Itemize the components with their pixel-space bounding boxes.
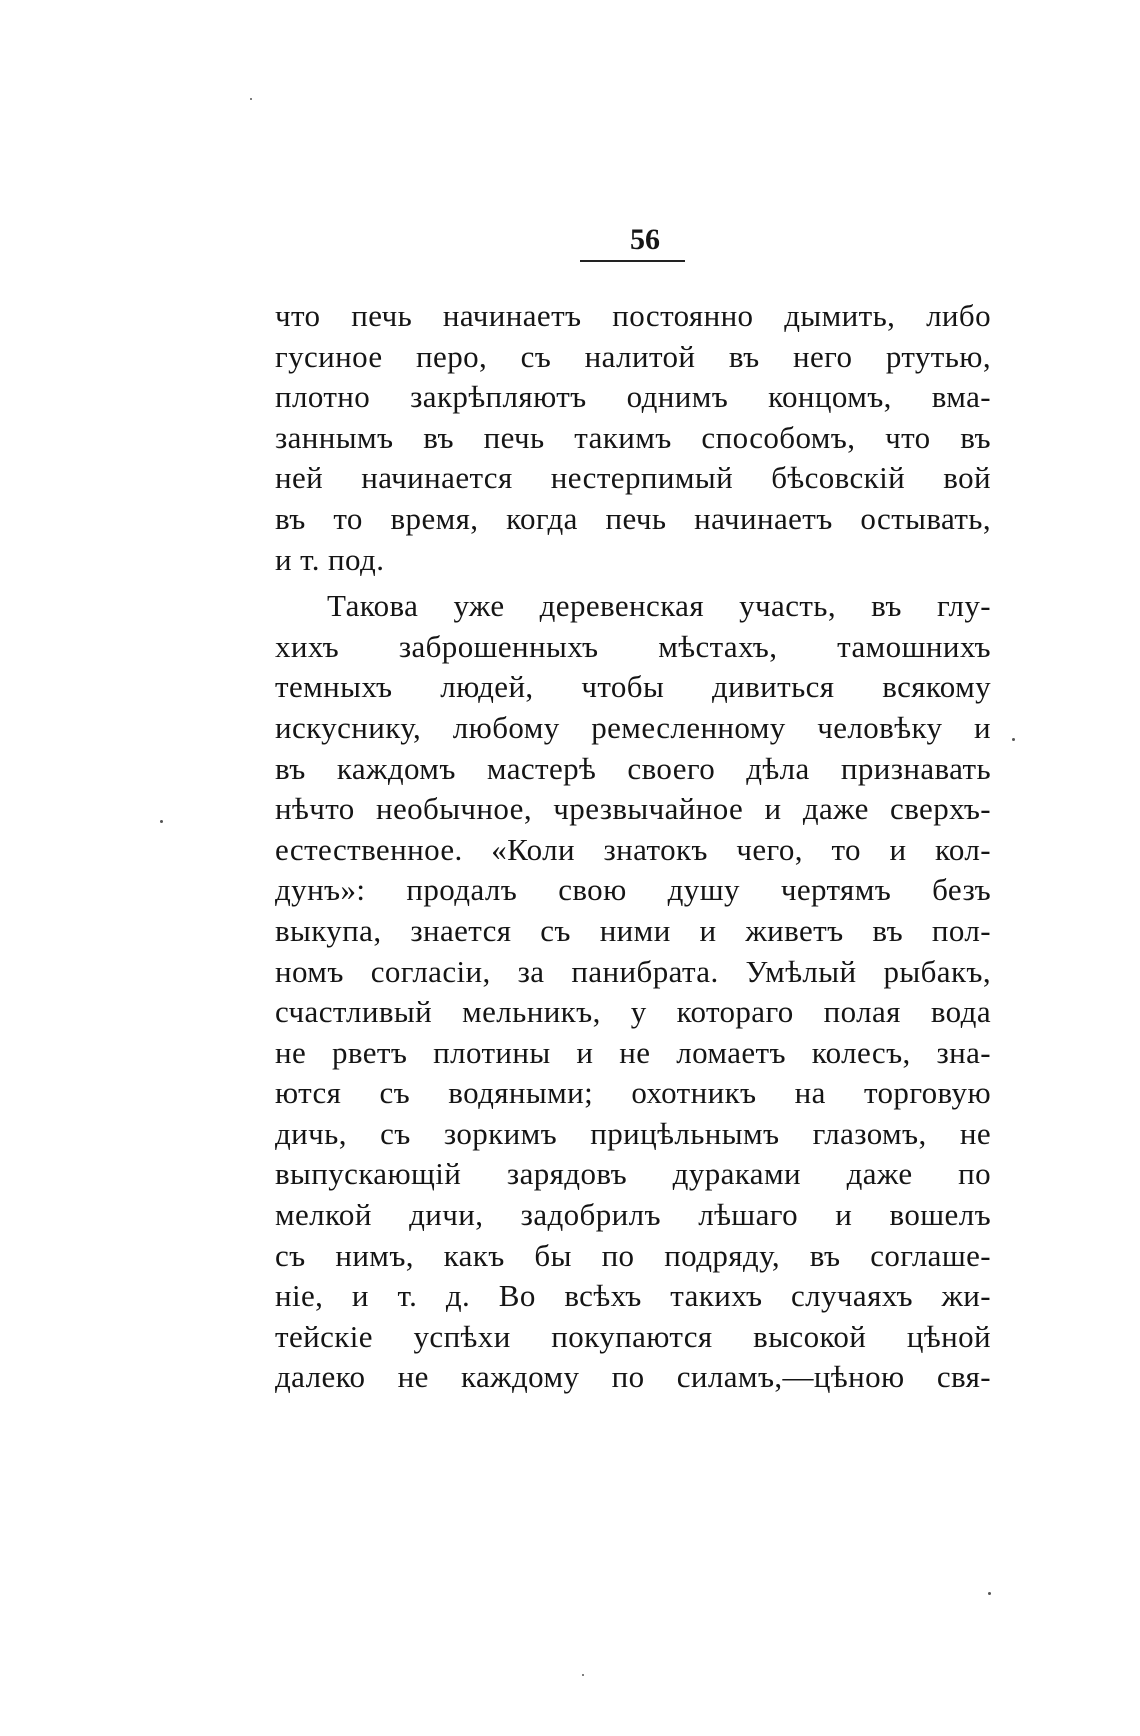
text-line: естественное. «Коли знатокъ чего, то и кол- bbox=[275, 831, 991, 867]
text-line: тейскіе успѣхи покупаются высокой цѣной bbox=[275, 1318, 991, 1354]
text-line: счастливый мельникъ, у котораго полая вода bbox=[275, 994, 991, 1030]
text-line: номъ согласіи, за панибрата. Умѣлый рыбакъ, bbox=[275, 953, 991, 989]
text-line: искуснику, любому ремесленному человѣку и bbox=[275, 709, 991, 745]
text-line: заннымъ въ печь такимъ способомъ, что въ bbox=[275, 419, 991, 455]
text-line: въ то время, когда печь начинаетъ остывать, bbox=[275, 500, 991, 536]
scan-speck bbox=[582, 1674, 584, 1676]
text-line: далеко не каждому по силамъ,—цѣною свя- bbox=[275, 1359, 991, 1395]
scan-speck bbox=[250, 98, 252, 100]
text-line: дичь, съ зоркимъ прицѣльнымъ глазомъ, не bbox=[275, 1115, 991, 1151]
text-line: не рветъ плотины и не ломаетъ колесъ, зна- bbox=[275, 1034, 991, 1070]
text-line: ются съ водяными; охотникъ на торговую bbox=[275, 1075, 991, 1111]
text-line: ніе, и т. д. Во всѣхъ такихъ случаяхъ жи- bbox=[275, 1278, 991, 1314]
text-line: дунъ»: продалъ свою душу чертямъ безъ bbox=[275, 872, 991, 908]
text-line: гусиное перо, съ налитой въ него ртутью, bbox=[275, 338, 991, 374]
text-line: выкупа, знается съ ними и живетъ въ пол- bbox=[275, 912, 991, 948]
page-number: 56 bbox=[630, 223, 660, 256]
page-number-rule bbox=[580, 260, 685, 262]
text-line: ней начинается нестерпимый бѣсовскій вой bbox=[275, 460, 991, 496]
text-line: и т. под. bbox=[275, 541, 385, 577]
text-line: хихъ заброшенныхъ мѣстахъ, тамошнихъ bbox=[275, 628, 991, 664]
scan-speck bbox=[988, 1592, 991, 1595]
text-line: темныхъ людей, чтобы дивиться всякому bbox=[275, 669, 991, 705]
scan-speck bbox=[160, 820, 163, 823]
text-line: выпускающій зарядовъ дураками даже по bbox=[275, 1156, 991, 1192]
text-line: мелкой дичи, задобрилъ лѣшаго и вошелъ bbox=[275, 1197, 991, 1233]
scan-speck bbox=[1012, 738, 1015, 741]
text-line: что печь начинаетъ постоянно дымить, либо bbox=[275, 298, 991, 333]
text-line: плотно закрѣпляютъ однимъ концомъ, вма- bbox=[275, 379, 991, 415]
body-text bbox=[275, 296, 991, 1398]
text-line: Такова уже деревенская участь, въ глу- bbox=[327, 588, 991, 624]
text-line: нѣчто необычное, чрезвычайное и даже сверхъ- bbox=[275, 791, 991, 827]
text-line: въ каждомъ мастерѣ своего дѣла признавать bbox=[275, 750, 991, 786]
text-line: съ нимъ, какъ бы по подряду, въ соглаше- bbox=[275, 1237, 991, 1273]
